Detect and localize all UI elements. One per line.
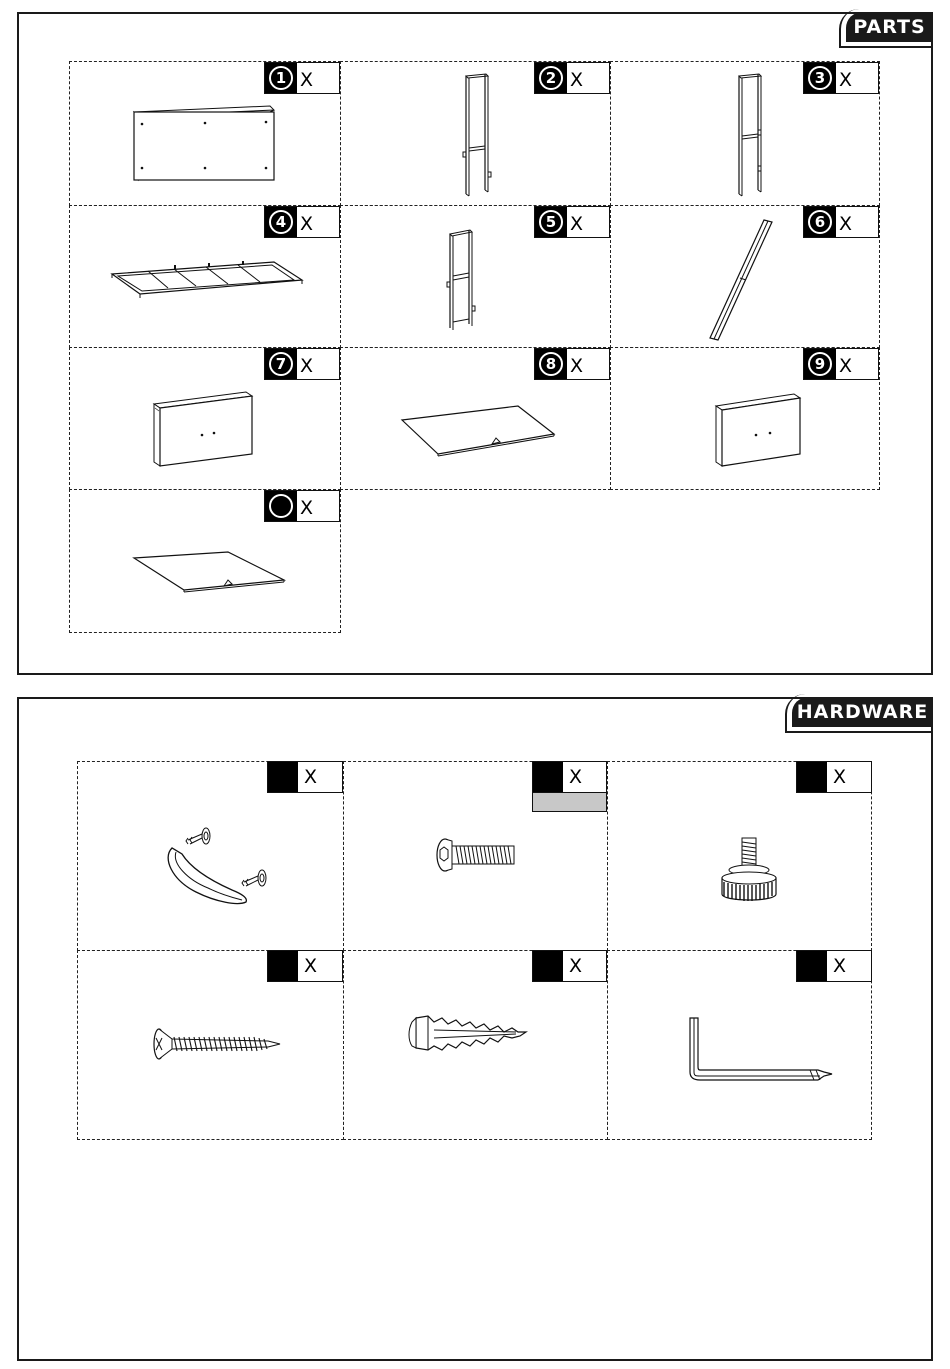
part-qty: X <box>839 355 853 377</box>
part-qty: X <box>300 355 314 377</box>
hardware-qty: X <box>304 766 318 788</box>
handle-with-screws-drawing <box>158 824 278 908</box>
drawer-front-drawing <box>710 390 805 470</box>
hardware-tab <box>792 697 933 727</box>
part-label-10 <box>264 490 340 522</box>
hardware-title: HARDWARE <box>796 701 929 723</box>
part-label-2 <box>534 62 610 94</box>
part-label-7 <box>264 348 340 380</box>
hardware-qty: X <box>569 766 583 788</box>
side-frame-drawing <box>442 226 482 334</box>
part-number: 4 <box>269 210 293 234</box>
flat-panel-drawing <box>128 550 293 598</box>
hardware-label-1 <box>267 761 343 793</box>
part-qty: X <box>839 213 853 235</box>
hardware-label-5 <box>532 950 607 982</box>
part-number: 5 <box>539 210 563 234</box>
wood-screw-drawing <box>150 1024 286 1064</box>
side-frame-drawing <box>458 72 498 200</box>
flat-panel-drawing <box>396 402 561 460</box>
part-qty: X <box>570 213 584 235</box>
part-qty: X <box>570 69 584 91</box>
hardware-label-4 <box>267 950 343 982</box>
part-label-4 <box>264 206 340 238</box>
part-qty: X <box>300 213 314 235</box>
leveling-foot-drawing <box>712 836 788 908</box>
ladder-frame-drawing <box>108 258 308 300</box>
part-label-6 <box>803 206 879 238</box>
hardware-label-6 <box>796 950 872 982</box>
part-label-3 <box>803 62 879 94</box>
drawer-front-drawing <box>148 388 258 470</box>
parts-tab <box>846 12 933 42</box>
hardware-badge <box>268 951 298 981</box>
part-label-1 <box>264 62 340 94</box>
hardware-badge <box>533 951 563 981</box>
hardware-gray-bar <box>532 792 607 812</box>
wall-anchor-drawing <box>406 1010 536 1056</box>
hardware-qty: X <box>833 955 847 977</box>
part-qty: X <box>300 69 314 91</box>
machine-bolt-drawing <box>432 836 520 874</box>
hardware-badge <box>797 951 827 981</box>
hardware-qty: X <box>304 955 318 977</box>
part-number: 8 <box>539 352 563 376</box>
hardware-badge <box>268 762 298 792</box>
hardware-qty: X <box>569 955 583 977</box>
part-qty: X <box>300 497 314 519</box>
part-number: 9 <box>808 352 832 376</box>
part-number: 6 <box>808 210 832 234</box>
part-number: 7 <box>269 352 293 376</box>
hardware-badge <box>797 762 827 792</box>
hardware-label-2 <box>532 761 607 793</box>
part-qty: X <box>839 69 853 91</box>
part-label-5 <box>534 206 610 238</box>
part-label-8 <box>534 348 610 380</box>
panel-with-holes-drawing <box>128 102 283 184</box>
allen-key-drawing <box>684 1014 840 1086</box>
part-qty: X <box>570 355 584 377</box>
part-number: 1 <box>269 66 293 90</box>
part-number <box>269 494 293 518</box>
part-label-9 <box>803 348 879 380</box>
hardware-label-3 <box>796 761 872 793</box>
hardware-qty: X <box>833 766 847 788</box>
side-frame-drawing <box>731 72 771 200</box>
rail-drawing <box>704 214 784 344</box>
parts-title: PARTS <box>853 16 926 38</box>
hardware-badge <box>533 762 563 792</box>
part-number: 3 <box>808 66 832 90</box>
part-number: 2 <box>539 66 563 90</box>
